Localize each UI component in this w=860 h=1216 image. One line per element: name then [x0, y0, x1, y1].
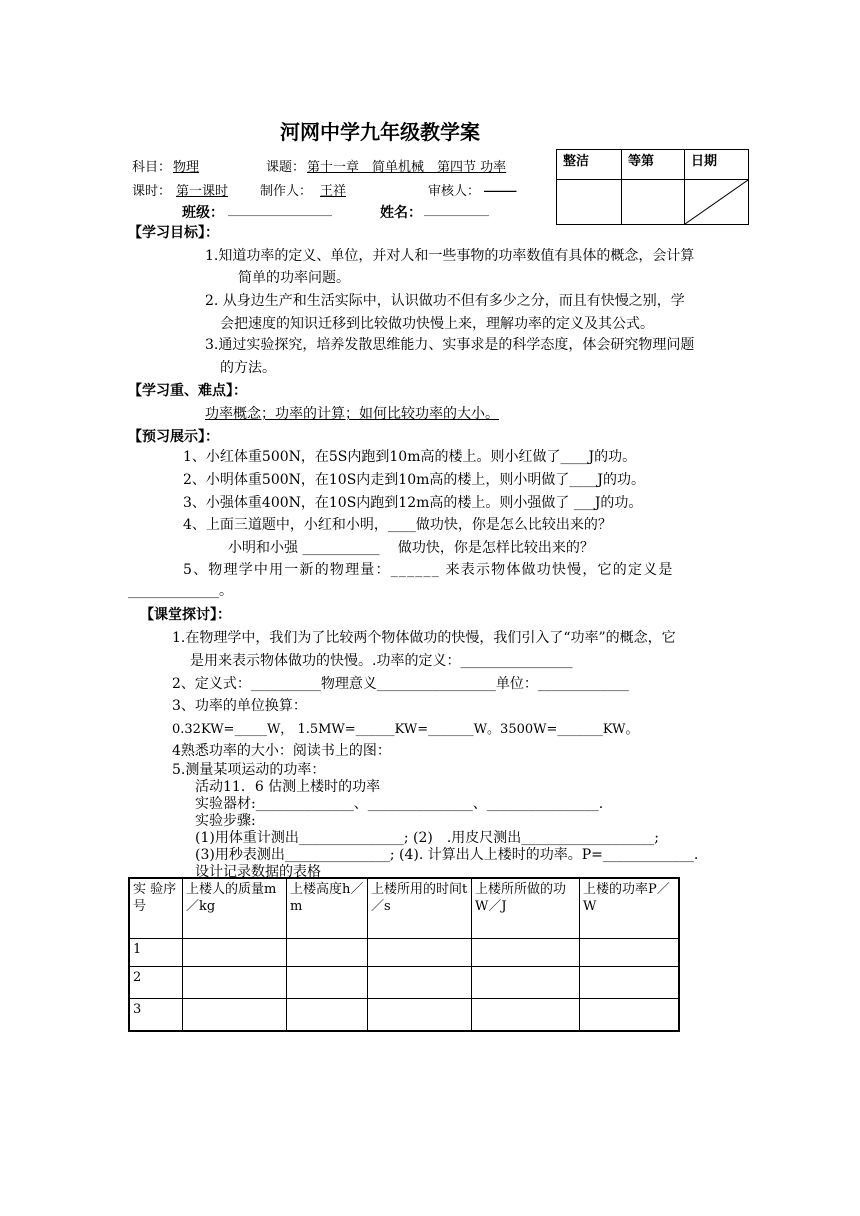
explore-line-5: 0.32KW=_____W， 1.5MW=______KW=_______W。3500W=_______KW。	[172, 722, 639, 737]
grade-col-date: 日期	[685, 150, 749, 180]
name-blank: __________	[424, 202, 489, 217]
preview-heading: 【预习展示】：	[128, 429, 219, 445]
diagonal-line	[685, 180, 748, 224]
explore-heading: 【课堂探讨】：	[140, 607, 231, 623]
preview-item-2: 2、小明体重500N，在10S内走到10m高的楼上，则小明做了____J的功。	[183, 472, 645, 488]
grade-box	[556, 149, 749, 225]
preview-item-5: 5、物理学中用一新的物理量：______ 来表示物体做功快慢，它的定义是	[183, 562, 674, 578]
goals-heading: 【学习目标】：	[128, 225, 219, 241]
page-title: 河网中学九年级教学案	[280, 120, 480, 144]
goal-item-2: 2. 从身边生产和生活实际中，认识做功不但有多少之分，而且有快慢之别，学	[205, 293, 685, 309]
subject-value: 物理	[173, 160, 200, 175]
table-cell	[368, 938, 472, 966]
preview-item-5-cont: _____________。	[128, 583, 233, 599]
explore-line-12: (3)用秒表测出_______________; (4). 计算出人上楼时的功率。P=_____________.	[195, 847, 699, 863]
keypoints-text: 功率概念；功率的计算；如何比较功率的大小。	[205, 406, 499, 422]
class-label: 班级：	[182, 205, 224, 221]
preview-item-4-cont: 小明和小强 ___________ 做功快，你是怎样比较出来的？	[228, 540, 594, 556]
table-cell	[580, 966, 680, 998]
explore-line-7: 5.测量某项运动的功率：	[172, 762, 326, 778]
table-header-cell: 上楼所用的时间t／s	[368, 878, 472, 938]
explore-line-13: 设计记录数据的表格	[195, 864, 321, 880]
grade-col-tidy: 整洁	[557, 150, 622, 180]
grade-cell-tidy	[557, 180, 622, 225]
explore-line-3: 2、定义式：__________物理意义_________________单位：_____________	[172, 676, 629, 692]
table-cell	[368, 998, 472, 1031]
table-header-cell: 上楼人的质量m／kg	[183, 878, 287, 938]
table-header-cell: 上楼所所做的功W／J	[472, 878, 580, 938]
table-cell	[368, 966, 472, 998]
period-value: 第一课时	[176, 184, 229, 199]
table-cell	[183, 966, 287, 998]
preview-item-4: 4、上面三道题中，小红和小明，____做功快，你是怎么比较出来的？	[183, 517, 612, 533]
period-label: 课时：	[132, 184, 172, 199]
reviewer-value: _____	[484, 178, 517, 193]
preview-item-1: 1、小红体重500N，在5S内跑到10m高的楼上。则小红做了____J的功。	[183, 449, 637, 465]
explore-line-2: 是用来表示物体做功的快慢。.功率的定义：________________	[190, 653, 573, 669]
grade-cell-rank	[622, 180, 685, 225]
table-cell	[287, 966, 368, 998]
subject-label: 科目：	[132, 160, 172, 175]
table-row	[129, 966, 679, 998]
table-cell	[183, 938, 287, 966]
row-number: 3	[129, 998, 183, 1031]
goal-item-3-cont: 的方法。	[220, 360, 276, 376]
table-cell	[287, 998, 368, 1031]
table-cell	[287, 938, 368, 966]
topic-label: 课题：	[266, 160, 306, 175]
row-number: 2	[129, 966, 183, 998]
explore-line-1: 1.在物理学中，我们为了比较两个物体做功的快慢，我们引入了“功率”的概念，它	[172, 630, 676, 646]
table-header-cell: 上楼高度h／m	[287, 878, 368, 938]
record-table	[128, 877, 680, 1032]
explore-line-6: 4熟悉功率的大小：阅读书上的图：	[172, 743, 391, 759]
goal-item-1-cont: 简单的功率问题。	[238, 270, 350, 286]
goal-item-3: 3.通过实验探究，培养发散思维能力、实事求是的科学态度，体会研究物理问题	[205, 337, 695, 353]
reviewer-label: 审核人：	[428, 184, 481, 199]
goal-item-1: 1.知道功率的定义、单位，并对人和一些事物的功率数值有具体的概念，会计算	[205, 248, 695, 264]
topic-value: 第十一章 简单机械 第四节 功率	[307, 160, 507, 175]
explore-line-11: (1)用体重计测出_______________; (2) .用皮尺测出___________________;	[195, 830, 659, 846]
goal-item-2-cont: 会把速度的知识迁移到比较做功快慢上来，理解功率的定义及其公式。	[220, 316, 654, 332]
explore-line-9: 实验器材:______________、_______________、________________.	[195, 796, 604, 812]
author-value: 王祥	[320, 184, 347, 199]
table-cell	[183, 998, 287, 1031]
name-label: 姓名：	[380, 205, 422, 221]
explore-line-4: 3、功率的单位换算：	[172, 698, 307, 714]
keypoints-heading: 【学习重、难点】：	[128, 383, 247, 399]
table-cell	[472, 938, 580, 966]
table-header-cell: 实 验序号	[129, 878, 183, 938]
grade-col-rank: 等第	[622, 150, 685, 180]
row-number: 1	[129, 938, 183, 966]
class-blank: ________________	[228, 202, 332, 217]
explore-line-8: 活动11．6 估测上楼时的功率	[195, 779, 381, 795]
table-cell	[580, 938, 680, 966]
explore-line-10: 实验步骤:	[195, 813, 256, 829]
author-label: 制作人：	[260, 184, 313, 199]
preview-item-3: 3、小强体重400N，在10S内跑到12m高的楼上。则小强做了 ___J的功。	[183, 495, 643, 511]
table-row	[129, 998, 679, 1031]
table-cell	[472, 966, 580, 998]
table-cell	[580, 998, 680, 1031]
grade-cell-date	[685, 180, 749, 225]
table-row	[129, 938, 679, 966]
table-header-cell: 上楼的功率P／W	[580, 878, 680, 938]
table-header-row	[129, 878, 679, 938]
table-cell	[472, 998, 580, 1031]
